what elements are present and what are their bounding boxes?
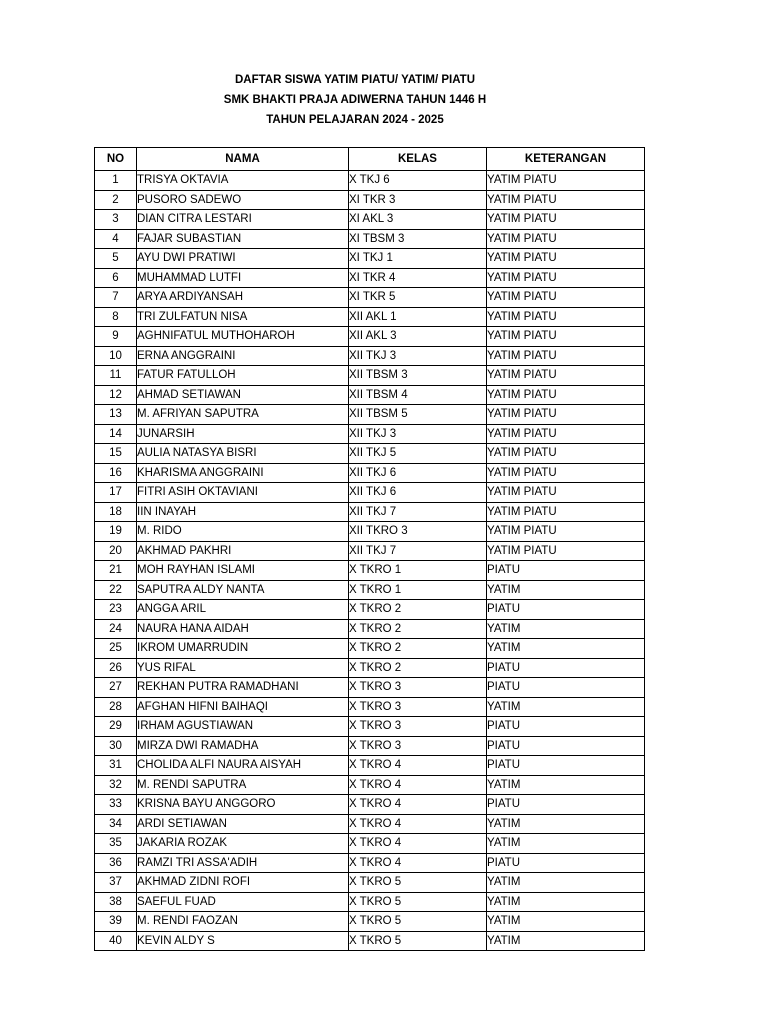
table-row [95, 834, 645, 854]
cell-nama: RAMZI TRI ASSA'ADIH [137, 853, 349, 873]
cell-keterangan: YATIM PIATU [487, 385, 645, 405]
academic-year: TAHUN PELAJARAN 2024 - 2025 [266, 114, 444, 126]
cell-kelas: XII TKRO 3 [349, 522, 487, 542]
cell-kelas: X TKRO 5 [349, 912, 487, 932]
cell-nama: REKHAN PUTRA RAMADHANI [137, 678, 349, 698]
cell-nama: AGHNIFATUL MUTHOHAROH [137, 327, 349, 347]
cell-keterangan: YATIM PIATU [487, 288, 645, 308]
cell-nama: AKHMAD ZIDNI ROFI [137, 873, 349, 893]
cell-kelas: X TKRO 2 [349, 658, 487, 678]
cell-kelas: XII TKJ 3 [349, 424, 487, 444]
cell-kelas: X TKJ 6 [349, 171, 487, 191]
cell-keterangan: YATIM [487, 697, 645, 717]
cell-kelas: X TKRO 5 [349, 873, 487, 893]
cell-kelas: X TKRO 4 [349, 853, 487, 873]
cell-kelas: XII AKL 1 [349, 307, 487, 327]
cell-no: 3 [95, 210, 137, 230]
column-header-nama: NAMA [137, 148, 349, 171]
cell-no: 13 [95, 405, 137, 425]
cell-no: 7 [95, 288, 137, 308]
cell-nama: IRHAM AGUSTIAWAN [137, 717, 349, 737]
cell-no: 20 [95, 541, 137, 561]
cell-kelas: X TKRO 3 [349, 678, 487, 698]
cell-kelas: X TKRO 3 [349, 717, 487, 737]
table-row [95, 580, 645, 600]
table-header-row [95, 148, 645, 171]
cell-nama: KHARISMA ANGGRAINI [137, 463, 349, 483]
cell-no: 18 [95, 502, 137, 522]
cell-keterangan: PIATU [487, 853, 645, 873]
cell-nama: ANGGA ARIL [137, 600, 349, 620]
cell-keterangan: YATIM [487, 892, 645, 912]
cell-no: 39 [95, 912, 137, 932]
cell-keterangan: YATIM PIATU [487, 327, 645, 347]
cell-no: 10 [95, 346, 137, 366]
table-row [95, 483, 645, 503]
cell-nama: M. RENDI FAOZAN [137, 912, 349, 932]
cell-nama: FITRI ASIH OKTAVIANI [137, 483, 349, 503]
document-title: DAFTAR SISWA YATIM PIATU/ YATIM/ PIATU [234, 74, 476, 86]
table-row [95, 912, 645, 932]
table-row [95, 502, 645, 522]
cell-no: 1 [95, 171, 137, 191]
cell-no: 30 [95, 736, 137, 756]
cell-no: 21 [95, 561, 137, 581]
cell-keterangan: YATIM PIATU [487, 268, 645, 288]
cell-keterangan: YATIM PIATU [487, 346, 645, 366]
cell-keterangan: YATIM PIATU [487, 307, 645, 327]
cell-kelas: XII TBSM 5 [349, 405, 487, 425]
cell-kelas: X TKRO 2 [349, 639, 487, 659]
table-row [95, 190, 645, 210]
table-row [95, 892, 645, 912]
cell-keterangan: YATIM PIATU [487, 541, 645, 561]
column-header-keterangan: KETERANGAN [487, 148, 645, 171]
cell-kelas: X TKRO 1 [349, 580, 487, 600]
table-row [95, 288, 645, 308]
cell-no: 19 [95, 522, 137, 542]
cell-keterangan: PIATU [487, 756, 645, 776]
table-row [95, 229, 645, 249]
table-row [95, 814, 645, 834]
table-row [95, 171, 645, 191]
table-row [95, 346, 645, 366]
table-row [95, 561, 645, 581]
cell-no: 31 [95, 756, 137, 776]
cell-nama: TRISYA OKTAVIA [137, 171, 349, 191]
cell-keterangan: PIATU [487, 795, 645, 815]
table-row [95, 678, 645, 698]
cell-kelas: X TKRO 4 [349, 795, 487, 815]
cell-keterangan: YATIM [487, 814, 645, 834]
cell-no: 15 [95, 444, 137, 464]
table-row [95, 931, 645, 951]
cell-kelas: XII TKJ 3 [349, 346, 487, 366]
school-name: SMK BHAKTI PRAJA ADIWERNA TAHUN 1446 H [223, 94, 487, 106]
table-row [95, 249, 645, 269]
table-row [95, 639, 645, 659]
table-row [95, 736, 645, 756]
cell-nama: AKHMAD PAKHRI [137, 541, 349, 561]
cell-kelas: X TKRO 4 [349, 814, 487, 834]
cell-nama: DIAN CITRA LESTARI [137, 210, 349, 230]
cell-no: 8 [95, 307, 137, 327]
cell-nama: MUHAMMAD LUTFI [137, 268, 349, 288]
table-row [95, 873, 645, 893]
cell-no: 11 [95, 366, 137, 386]
table-row [95, 444, 645, 464]
table-row [95, 756, 645, 776]
cell-kelas: X TKRO 3 [349, 697, 487, 717]
cell-nama: ARDI SETIAWAN [137, 814, 349, 834]
cell-keterangan: YATIM PIATU [487, 366, 645, 386]
cell-no: 24 [95, 619, 137, 639]
table-row [95, 658, 645, 678]
cell-no: 17 [95, 483, 137, 503]
cell-no: 40 [95, 931, 137, 951]
cell-keterangan: PIATU [487, 717, 645, 737]
cell-keterangan: YATIM PIATU [487, 229, 645, 249]
table-row [95, 600, 645, 620]
cell-no: 36 [95, 853, 137, 873]
cell-nama: SAEFUL FUAD [137, 892, 349, 912]
cell-kelas: X TKRO 4 [349, 775, 487, 795]
cell-keterangan: YATIM [487, 580, 645, 600]
table-row [95, 463, 645, 483]
document-header [0, 70, 710, 130]
cell-no: 2 [95, 190, 137, 210]
cell-no: 29 [95, 717, 137, 737]
table-row [95, 405, 645, 425]
cell-nama: MIRZA DWI RAMADHA [137, 736, 349, 756]
cell-kelas: XII TKJ 7 [349, 541, 487, 561]
cell-nama: JAKARIA ROZAK [137, 834, 349, 854]
cell-kelas: XI AKL 3 [349, 210, 487, 230]
cell-no: 9 [95, 327, 137, 347]
table-row [95, 366, 645, 386]
cell-no: 6 [95, 268, 137, 288]
cell-kelas: X TKRO 4 [349, 756, 487, 776]
cell-keterangan: PIATU [487, 678, 645, 698]
cell-nama: M. AFRIYAN SAPUTRA [137, 405, 349, 425]
cell-nama: JUNARSIH [137, 424, 349, 444]
cell-nama: NAURA HANA AIDAH [137, 619, 349, 639]
cell-no: 23 [95, 600, 137, 620]
cell-keterangan: YATIM PIATU [487, 522, 645, 542]
cell-kelas: XI TBSM 3 [349, 229, 487, 249]
cell-no: 32 [95, 775, 137, 795]
table-row [95, 424, 645, 444]
cell-no: 4 [95, 229, 137, 249]
cell-keterangan: YATIM PIATU [487, 502, 645, 522]
cell-no: 25 [95, 639, 137, 659]
cell-keterangan: PIATU [487, 736, 645, 756]
cell-kelas: XI TKR 3 [349, 190, 487, 210]
cell-keterangan: YATIM [487, 873, 645, 893]
cell-no: 37 [95, 873, 137, 893]
student-table [94, 147, 645, 951]
cell-nama: TRI ZULFATUN NISA [137, 307, 349, 327]
cell-no: 27 [95, 678, 137, 698]
cell-kelas: X TKRO 2 [349, 600, 487, 620]
table-row [95, 210, 645, 230]
cell-kelas: XII TKJ 5 [349, 444, 487, 464]
cell-nama: SAPUTRA ALDY NANTA [137, 580, 349, 600]
cell-no: 28 [95, 697, 137, 717]
cell-kelas: XII TKJ 7 [349, 502, 487, 522]
cell-kelas: XII TBSM 3 [349, 366, 487, 386]
cell-nama: M. RIDO [137, 522, 349, 542]
cell-kelas: X TKRO 5 [349, 892, 487, 912]
cell-keterangan: YATIM PIATU [487, 190, 645, 210]
cell-nama: KRISNA BAYU ANGGORO [137, 795, 349, 815]
table-row [95, 853, 645, 873]
cell-nama: MOH RAYHAN ISLAMI [137, 561, 349, 581]
cell-keterangan: PIATU [487, 658, 645, 678]
table-body [95, 171, 645, 951]
cell-kelas: XII TBSM 4 [349, 385, 487, 405]
cell-nama: IIN INAYAH [137, 502, 349, 522]
cell-keterangan: YATIM [487, 619, 645, 639]
cell-nama: IKROM UMARRUDIN [137, 639, 349, 659]
column-header-no: NO [95, 148, 137, 171]
cell-nama: AHMAD SETIAWAN [137, 385, 349, 405]
table-row [95, 795, 645, 815]
cell-keterangan: YATIM [487, 931, 645, 951]
cell-no: 12 [95, 385, 137, 405]
cell-keterangan: YATIM [487, 912, 645, 932]
cell-no: 5 [95, 249, 137, 269]
cell-keterangan: YATIM PIATU [487, 424, 645, 444]
cell-no: 26 [95, 658, 137, 678]
column-header-kelas: KELAS [349, 148, 487, 171]
cell-nama: CHOLIDA ALFI NAURA AISYAH [137, 756, 349, 776]
cell-no: 34 [95, 814, 137, 834]
cell-keterangan: YATIM PIATU [487, 171, 645, 191]
cell-nama: FATUR FATULLOH [137, 366, 349, 386]
cell-nama: ARYA ARDIYANSAH [137, 288, 349, 308]
cell-kelas: XI TKJ 1 [349, 249, 487, 269]
cell-keterangan: YATIM PIATU [487, 210, 645, 230]
table-row [95, 541, 645, 561]
cell-keterangan: YATIM PIATU [487, 405, 645, 425]
cell-nama: KEVIN ALDY S [137, 931, 349, 951]
cell-nama: FAJAR SUBASTIAN [137, 229, 349, 249]
cell-keterangan: YATIM PIATU [487, 444, 645, 464]
cell-no: 16 [95, 463, 137, 483]
table-row [95, 327, 645, 347]
cell-nama: AYU DWI PRATIWI [137, 249, 349, 269]
cell-no: 35 [95, 834, 137, 854]
cell-nama: M. RENDI SAPUTRA [137, 775, 349, 795]
cell-kelas: X TKRO 5 [349, 931, 487, 951]
cell-kelas: XII AKL 3 [349, 327, 487, 347]
cell-nama: AFGHAN HIFNI BAIHAQI [137, 697, 349, 717]
cell-keterangan: YATIM [487, 834, 645, 854]
cell-kelas: XI TKR 5 [349, 288, 487, 308]
table-row [95, 268, 645, 288]
cell-kelas: XII TKJ 6 [349, 463, 487, 483]
table-row [95, 385, 645, 405]
cell-kelas: X TKRO 4 [349, 834, 487, 854]
table-row [95, 619, 645, 639]
cell-no: 14 [95, 424, 137, 444]
cell-kelas: X TKRO 3 [349, 736, 487, 756]
table-row [95, 717, 645, 737]
cell-no: 33 [95, 795, 137, 815]
table-row [95, 522, 645, 542]
cell-keterangan: YATIM PIATU [487, 483, 645, 503]
cell-nama: ERNA ANGGRAINI [137, 346, 349, 366]
cell-keterangan: YATIM PIATU [487, 249, 645, 269]
cell-keterangan: YATIM [487, 639, 645, 659]
cell-nama: AULIA NATASYA BISRI [137, 444, 349, 464]
cell-keterangan: YATIM PIATU [487, 463, 645, 483]
cell-kelas: X TKRO 1 [349, 561, 487, 581]
cell-no: 38 [95, 892, 137, 912]
cell-no: 22 [95, 580, 137, 600]
table-row [95, 307, 645, 327]
cell-keterangan: YATIM [487, 775, 645, 795]
cell-nama: PUSORO SADEWO [137, 190, 349, 210]
cell-kelas: X TKRO 2 [349, 619, 487, 639]
cell-nama: YUS RIFAL [137, 658, 349, 678]
table-row [95, 697, 645, 717]
table-row [95, 775, 645, 795]
cell-kelas: XI TKR 4 [349, 268, 487, 288]
cell-keterangan: PIATU [487, 561, 645, 581]
cell-keterangan: PIATU [487, 600, 645, 620]
cell-kelas: XII TKJ 6 [349, 483, 487, 503]
